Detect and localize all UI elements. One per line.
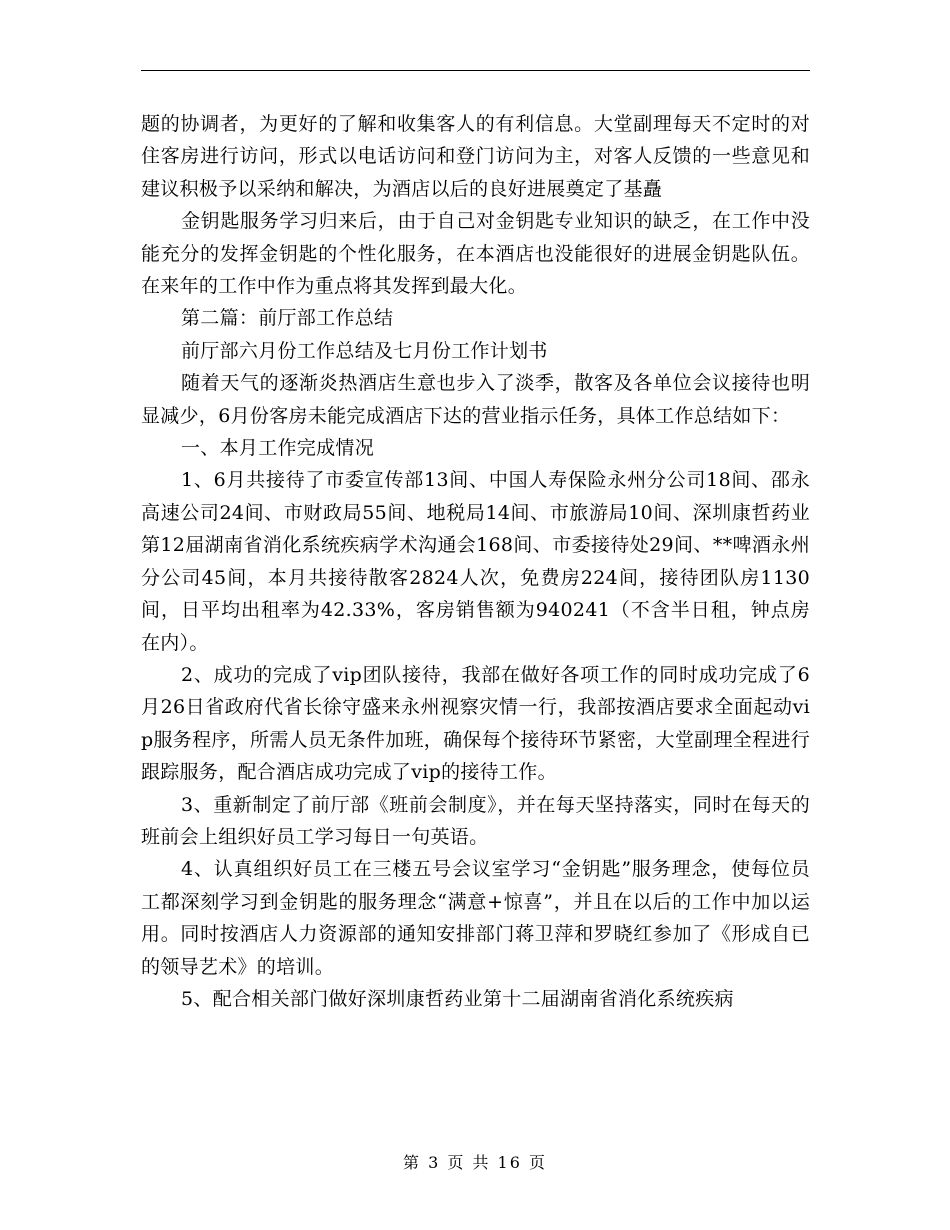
paragraph-golden-key: 金钥匙服务学习归来后，由于自己对金钥匙专业知识的缺乏，在工作中没能充分的发挥金钥匙的个性化服务，在本酒店也没能很好的进展金钥匙队伍。在来年的工作中作为重点将其发挥到最大化。: [141, 210, 810, 298]
subsection-heading: 一、本月工作完成情况: [181, 437, 375, 460]
paragraph-continuation: 题的协调者，为更好的了解和收集客人的有利信息。大堂副理每天不定时的对住客房进行访问，形式以电话访问和登门访问为主，对客人反馈的一些意见和建议积极予以采纳和解决，为酒店以后的良好进展奠定了基矗: [141, 113, 810, 200]
page-footer: 第 3 页 共 16 页: [403, 1153, 547, 1172]
report-title: 前厅部六月份工作总结及七月份工作计划书: [181, 339, 548, 362]
paragraph-item-1: 1、6月共接待了市委宣传部13间、中国人寿保险永州分公司18间、邵永高速公司24间、市财政局55间、地税局14间、市旅游局10间、深圳康哲药业第12届湖南省消化系统疾病学术沟通会168间、市委接待处29间、**啤酒永州分公司45间，本月共接待散客2824人次，免费房224间，接待团队房1130间，日平均出租率为42.33%，客房销售额为940241（不含半日租，钟点房在内）。: [141, 469, 810, 654]
paragraph-intro: 随着天气的逐渐炎热酒店生意也步入了淡季，散客及各单位会议接待也明显减少，6月份客房未能完成酒店下达的营业指示任务，具体工作总结如下：: [141, 372, 810, 427]
section-heading: 第二篇：前厅部工作总结: [181, 307, 394, 330]
paragraph-item-4: 4、认真组织好员工在三楼五号会议室学习“金钥匙”服务理念，使每位员工都深刻学习到金钥匙的服务理念“满意+惊喜”，并且在以后的工作中加以运用。同时按酒店人力资源部的通知安排部门蒋卫萍和罗晓红参加了《形成自已的领导艺术》的培训。: [141, 858, 810, 978]
header-rule: [141, 70, 810, 71]
paragraph-item-2: 2、成功的完成了vip团队接待，我部在做好各项工作的同时成功完成了6月26日省政府代省长徐守盛来永州视察灾情一行，我部按酒店要求全面起动vip服务程序，所需人员无条件加班，确保每个接待环节紧密，大堂副理全程进行跟踪服务，配合酒店成功完成了vip的接待工作。: [141, 663, 810, 784]
paragraph-item-3: 3、重新制定了前厅部《班前会制度》，并在每天坚持落实，同时在每天的班前会上组织好员工学习每日一句英语。: [141, 793, 810, 848]
paragraph-item-5: 5、配合相关部门做好深圳康哲药业第十二届湖南省消化系统疾病: [181, 987, 734, 1010]
document-body: [141, 108, 810, 1015]
